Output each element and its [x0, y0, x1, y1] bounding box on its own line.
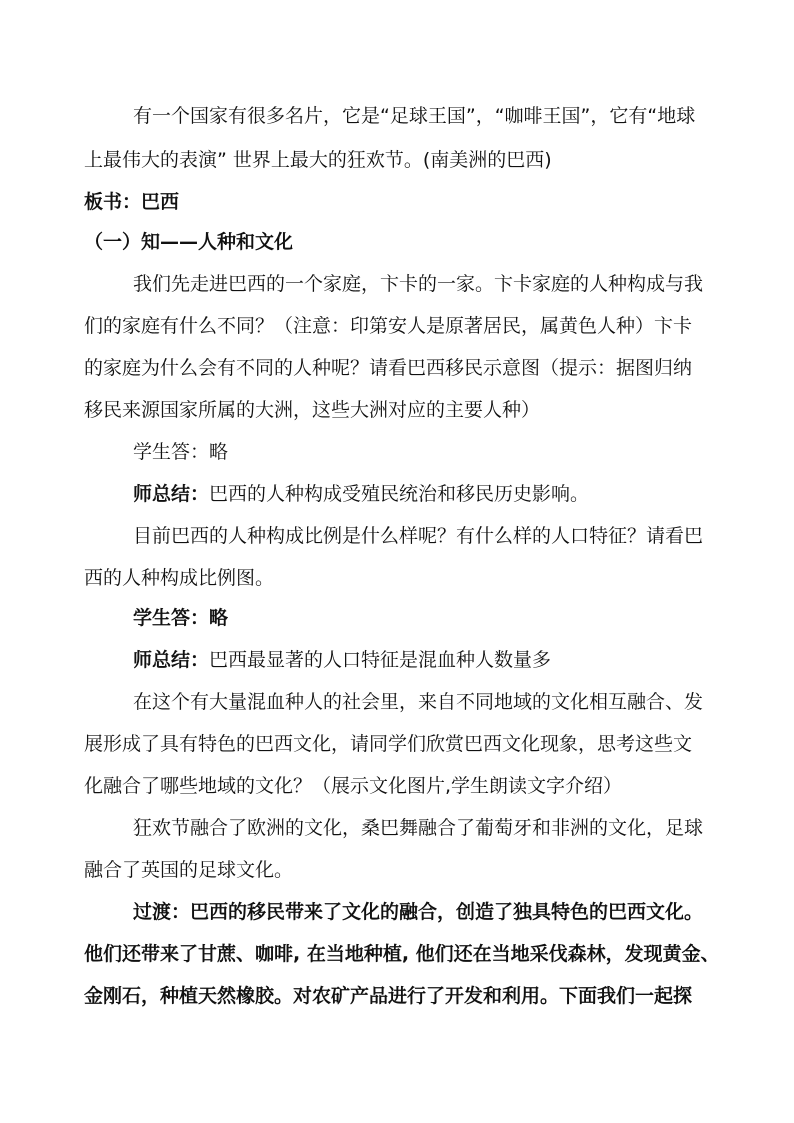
student-answer-2: 学生答：略 [133, 607, 229, 629]
paragraph-carnival-line-2: 融合了英国的足球文化。 [84, 859, 294, 881]
paragraph-culture-line-3: 化融合了哪些地域的文化？（展示文化图片,学生朗读文字介绍） [84, 775, 623, 797]
paragraph-intro-line-2: 上最伟大的表演” 世界上最大的狂欢节。(南美洲的巴西) [84, 149, 552, 171]
paragraph-family-line-3: 的家庭为什么会有不同的人种呢？请看巴西移民示意图（提示：据图归纳 [84, 357, 693, 379]
paragraph-carnival-line-1: 狂欢节融合了欧洲的文化，桑巴舞融合了葡萄牙和非洲的文化，足球 [133, 817, 704, 839]
paragraph-ratio-line-1: 目前巴西的人种构成比例是什么样呢？有什么样的人口特征？请看巴 [133, 525, 704, 547]
paragraph-family-line-2: 们的家庭有什么不同？（注意：印第安人是原著居民，属黄色人种）卞卡 [84, 315, 693, 337]
section-heading: （一）知——人种和文化 [84, 231, 294, 253]
paragraph-intro-line-1: 有一个国家有很多名片，它是“足球王国”，“咖啡王国”，它有“地球 [133, 105, 696, 127]
teacher-summary-1-line [133, 482, 589, 506]
board-label: 板书： [84, 191, 142, 213]
paragraph-ratio-line-2: 西的人种构成比例图。 [84, 567, 275, 589]
teacher-summary-label-1: 师总结： [133, 483, 210, 505]
student-answer-1: 学生答：略 [133, 441, 229, 463]
paragraph-family-line-4: 移民来源国家所属的大洲，这些大洲对应的主要人种） [84, 399, 541, 421]
teacher-summary-text-1: 巴西的人种构成受殖民统治和移民历史影响。 [209, 483, 590, 505]
teacher-summary-text-2: 巴西最显著的人口特征是混血种人数量多 [209, 649, 552, 671]
transition-line-2: 他们还带来了甘蔗、咖啡, 在当地种植, 他们还在当地采伐森林，发现黄金、 [84, 943, 720, 965]
paragraph-culture-line-2: 展形成了具有特色的巴西文化，请同学们欣赏巴西文化现象，思考这些文 [84, 733, 693, 755]
board-value: 巴西 [141, 191, 180, 213]
board-line [84, 190, 179, 214]
transition-line-3: 金刚石，种植天然橡胶。对农矿产品进行了开发和利用。下面我们一起探 [84, 985, 693, 1007]
teacher-summary-label-2: 师总结： [133, 649, 210, 671]
transition-line-1: 过渡：巴西的移民带来了文化的融合，创造了独具特色的巴西文化。 [133, 901, 704, 923]
teacher-summary-2-line [133, 648, 551, 672]
paragraph-family-line-1: 我们先走进巴西的一个家庭，卞卡的一家。卞卡家庭的人种构成与我 [133, 273, 704, 295]
paragraph-culture-line-1: 在这个有大量混血种人的社会里，来自不同地域的文化相互融合、发 [133, 691, 704, 713]
